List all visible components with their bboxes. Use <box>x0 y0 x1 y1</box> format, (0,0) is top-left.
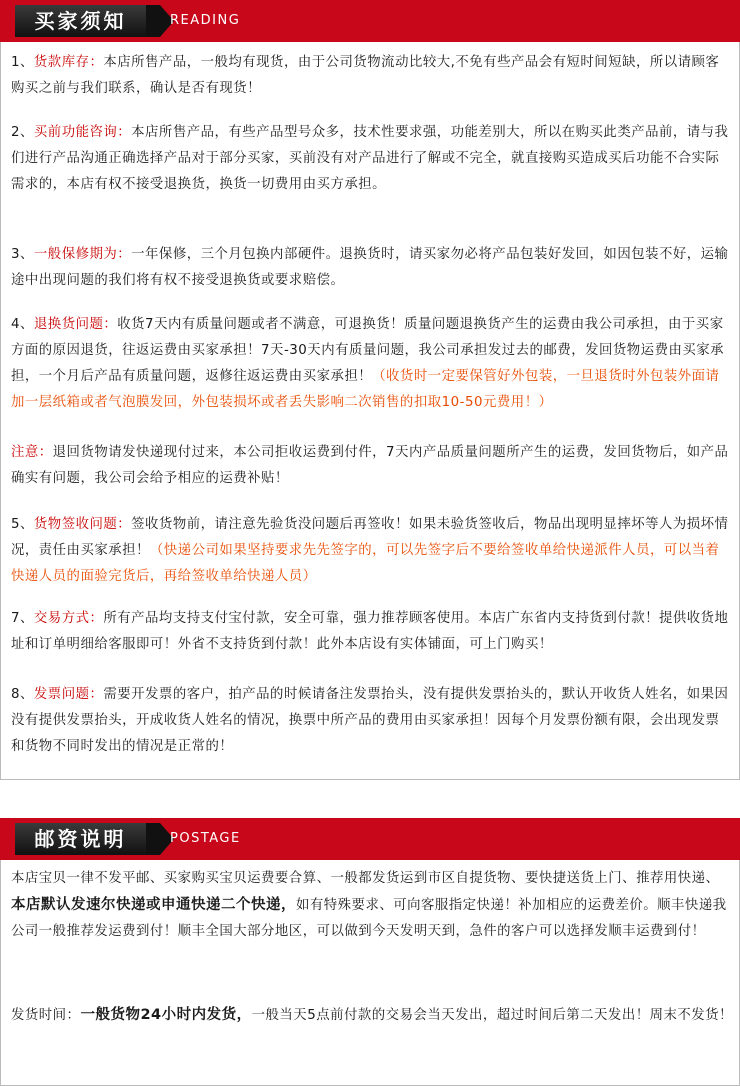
notice-item-3 <box>11 242 733 294</box>
item-number: 5、 <box>11 517 34 532</box>
item-number: 3、 <box>11 247 34 262</box>
postage-text: 如有特殊要求、可向客服指定快递！补加相应的运费差价。顺丰快递我公司一般推荐发运费到付！顺丰全国大部分地区，可以做到今天发明天到，急件的客户可以选择发顺丰运费到付！ <box>11 898 727 939</box>
notice-subtitle: READING <box>170 13 241 28</box>
item-label: 发票问题： <box>33 687 104 702</box>
section-spacer <box>0 780 740 818</box>
item-note: （快递公司如果坚持要求先先签字的，可以先签字后不要给签收单给快递派件人员，可以当着快递人员的面验完货后，再给签收单给快递人员） <box>11 543 720 584</box>
item-number: 4、 <box>11 317 34 332</box>
postage-paragraph-1 <box>11 866 733 945</box>
item-text: 签收货物前，请注意先验货没问题后再签收！如果未验货签收后，物品出现明显摔坏等人为损坏情况，责任由买家承担！ <box>11 517 729 558</box>
item-text: 所有产品均支持支付宝付款，安全可靠，强力推荐顾客使用。本店广东省内支持货到付款！提供收货地址和订单明细给客服即可！外省不支持货到付款！此外本店设有实体铺面，可上门购买！ <box>11 611 729 652</box>
item-label: 注意： <box>11 445 53 460</box>
item-text: 本店所售产品，一般均有现货，由于公司货物流动比较大,不免有些产品会有短时间短缺，所以请顾客购买之前与我们联系，确认是否有现货！ <box>11 55 720 96</box>
postage-default-courier: 本店默认发速尔快递或申通快递二个快递， <box>11 897 296 913</box>
item-number: 8、 <box>11 687 34 702</box>
item-number: 7、 <box>11 611 34 626</box>
notice-panel <box>0 42 740 780</box>
postage-header <box>0 818 740 860</box>
item-number: 1、 <box>11 55 34 70</box>
item-label: 买前功能咨询： <box>33 125 132 140</box>
item-number: 2、 <box>11 125 34 140</box>
item-text: 本店所售产品，有些产品型号众多，技术性要求强，功能差别大，所以在购买此类产品前，请与我们进行产品沟通正确选择产品对于部分买家，买前没有对产品进行了解或不完全，就直接购买造成买后功能不合实际需求的，本店有权不接受退换货，换货一切费用由买方承担。 <box>11 125 729 192</box>
item-label: 货款库存： <box>33 55 104 70</box>
notice-item-4 <box>11 312 733 416</box>
postage-text: 本店宝贝一律不发平邮、买家购买宝贝运费要合算、一般都发货运到市区自提货物、要快捷送货上门、推荐用快递、 <box>11 871 720 886</box>
item-text: 退回货物请发快递现付过来，本公司拒收运费到付件，7天内产品质量问题所产生的运费，发回货物后，如产品确实有问题，我公司会给予相应的运费补贴！ <box>11 445 729 486</box>
notice-item-7 <box>11 606 733 658</box>
item-text: 一年保修，三个月包换内部硬件。退换货时，请买家勿必将产品包装好发回，如因包装不好，运输途中出现问题的我们将有权不接受退换货或要求赔偿。 <box>11 247 729 288</box>
postage-panel <box>0 860 740 1086</box>
notice-title: 买家须知 <box>15 5 160 37</box>
postage-subtitle: POSTAGE <box>170 831 241 846</box>
notice-header <box>0 0 740 42</box>
notice-item-attention <box>11 440 733 492</box>
postage-paragraph-2 <box>11 1002 733 1029</box>
shipping-time-bold: 一般货物24小时内发货， <box>80 1007 252 1023</box>
notice-item-2 <box>11 120 733 198</box>
shipping-time-text: 一般当天5点前付款的交易会当天发出，超过时间后第二天发出！周末不发货！ <box>251 1008 733 1023</box>
item-text: 收货7天内有质量问题或者不满意，可退换货！质量问题退换货产生的运费由我公司承担，由于买家方面的原因退货，往返运费由买家承担！7天-30天内有质量问题，我公司承担发过去的邮费，发回货物运费由买家承担，一个月后产品有质量问题，返修往返运费由买家承担！ <box>11 317 725 384</box>
postage-title: 邮资说明 <box>15 823 160 855</box>
shipping-time-label: 发货时间： <box>11 1008 81 1023</box>
item-label: 货物签收问题： <box>33 517 132 532</box>
notice-item-8 <box>11 682 733 760</box>
item-note: （收货时一定要保管好外包装，一旦退货时外包装外面请加一层纸箱或者气泡膜发回，外包装损坏或者丢失影响二次销售的扣取10-50元费用！） <box>11 369 720 410</box>
item-label: 一般保修期为： <box>33 247 132 262</box>
notice-item-1 <box>11 50 733 102</box>
item-label: 交易方式： <box>33 611 104 626</box>
item-label: 退换货问题： <box>33 317 118 332</box>
item-text: 需要开发票的客户，拍产品的时候请备注发票抬头，没有提供发票抬头的，默认开收货人姓名，如果因没有提供发票抬头，开成收货人姓名的情况，换票中所产品的费用由买家承担！因每个月发票份额有限，会出现发票和货物不同时发出的情况是正常的！ <box>11 687 729 754</box>
notice-item-5 <box>11 512 733 590</box>
